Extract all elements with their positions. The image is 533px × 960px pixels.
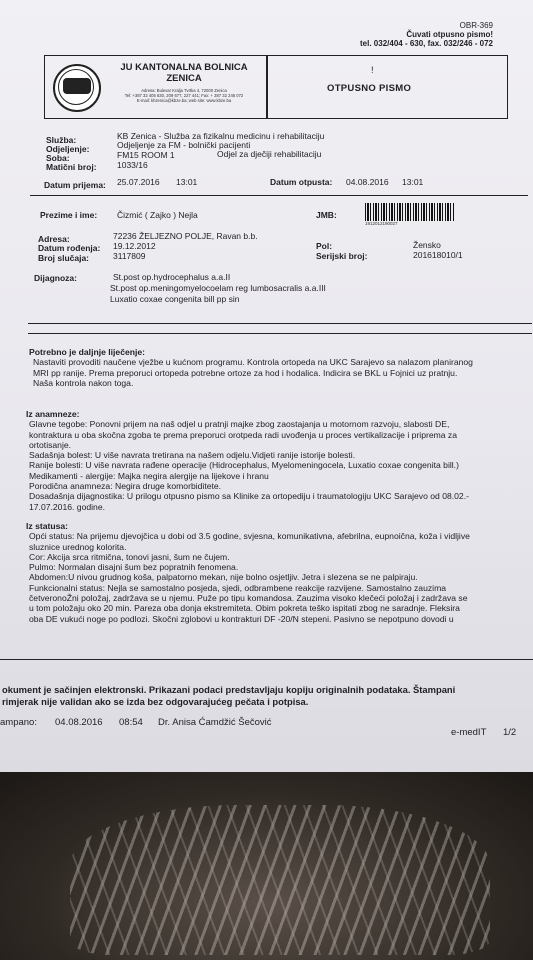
soba-extra: Odjel za dječiji rehabilitaciju [217,149,322,159]
pol-value: Žensko [413,240,441,250]
status-line: četveronoŽni položaj, zadržava se u njemu. Puže po tipu komandosa. Zauzima visoko klečeći položaj i zadržava se [29,593,468,604]
anamneza-line: Medikamenti - alergije: Majka negira alergije na lijekove i hranu [29,470,269,481]
anamneza-heading: Iz anamneze: [26,409,80,419]
hospital-logo-icon [53,64,101,112]
prijem-date: 25.07.2016 [117,177,160,187]
anamneza-line: 17.07.2016. godine. [29,501,105,512]
rodjenje-label: Datum rođenja: [38,243,101,253]
hospital-name: JU KANTONALNA BOLNICA ZENICA [120,62,248,84]
anamneza-line: Dosadašnja dijagnostika: U prilogu otpusno pismo sa Klinike za ortopediju i traumatologiju UKC Sarajevo od 08.02.- [29,491,469,502]
status-line: sluznice urednog kolorita. [29,541,127,552]
printed-time: 08:54 [119,717,143,728]
jmb-label: JMB: [316,210,337,220]
anamneza-line: kontraktura u oba skočna zgoba te prema preporuci orotpeda radi uvođenja u proces vertikalizacije i priprema za [29,429,458,440]
header-mark: ! [371,65,374,75]
form-code: OBR-369 [459,21,493,30]
status-line: u tom položaju oko 20 min. Pareza oba donja ekstremiteta. Obim pokreta teško ispitati zbog ne saradnje. Fleksira [29,603,460,614]
printed-label: ampano: [0,717,37,728]
top-right-info [360,21,493,48]
dijagnoza-1: St.post op.hydrocephalus a.a.II [113,272,231,282]
barcode-number: 1912012190027 [365,221,398,226]
anamneza-line: Glavne tegobe: Ponovni prijem na naš odjel u pratnji majke zbog zaostajanja u motornom razvoju, slabosti DE, [29,419,450,430]
hospital-header [44,55,508,119]
electronic-notice-1: okument je sačinjen elektronski. Prikazani podaci predstavljaju kopiju originalnih podataka. Štampani [2,684,456,695]
potrebno-section [29,347,473,388]
slucaj-value: 3117809 [113,251,146,261]
odjeljenje-label: Odjeljenje: [46,144,90,154]
hospital-address: Adresa: Bulevar Kralja Tvrtka 4, 72000 Zenica Tel: +387 32 405 630, 209 677, 227 441; Fax: + 387 32 246 072 E-mail: khzenica@kbze.ba; web site: www.kbze.ba [124,88,244,103]
page-number: 1/2 [503,727,517,738]
status-section [26,521,470,624]
otpust-time: 13:01 [402,177,424,187]
prijem-time: 13:01 [176,177,198,187]
status-line: oba DE vukući noge po podlozi. Skočni zglobovi u kontrakturi DF -20/N stepeni. Pasivno se nepotpuno dovodi u [29,613,454,624]
anamneza-section [26,409,469,512]
sluzba-label: Služba: [46,135,77,145]
status-line: Pulmo: Normalan disajni šum bez popratnih fenomena. [29,562,239,573]
divider-4 [0,659,533,660]
odjeljenje-value: Odjeljenje za FM - bolnički pacijenti [117,140,251,150]
electronic-notice-2: rimjerak nije validan ako se izda bez odgovarajućeg pečata i potpisa. [2,696,309,707]
dijagnoza-label: Dijagnoza: [34,273,77,283]
soba-value: FM15 ROOM 1 [117,150,175,160]
system-name: e-medIT [451,727,487,738]
otpust-label: Datum otpusta: [270,177,333,187]
serijski-label: Serijski broj: [316,251,368,261]
pol-label: Pol: [316,241,333,251]
otpust-date: 04.08.2016 [346,177,389,187]
dijagnoza-3: Luxatio coxae congenita bill pp sin [110,294,240,304]
adresa-value: 72236 ŽELJEZNO POLJE, Ravan b.b. [113,231,258,241]
printed-date: 04.08.2016 [55,717,103,728]
potrebno-line: Nastaviti provoditi naučene vježbe u kućnom programu. Kontrola ortopeda na UKC Sarajevo sa nalazom planiranog [33,357,473,368]
soba-label: Soba: [46,153,70,163]
status-line: Cor: Akcija srca ritmična, tonovi jasni, šum ne čujem. [29,551,230,562]
dijagnoza-2: St.post op.meningomyelocoelam reg lumbosacralis a.a.III [110,283,326,293]
status-line: Opći status: Na prijemu djevojčica u dobi od 3.5 godine, svjesna, komunikativna, afebrilna, eupnoična, koža i vidljive [29,531,470,542]
anamneza-line: ortotisanje. [29,439,72,450]
prijem-label: Datum prijema: [44,180,106,190]
document-title: OTPUSNO PISMO [327,83,412,94]
sluzba-value: KB Zenica - Služba za fizikalnu medicinu i rehabilitaciju [117,131,325,141]
maticni-label: Matični broj: [46,162,97,172]
anamneza-line: Sadašnja bolest: U više navrata tretirana na našem odjelu.Vidjeti ranije istorije bolesti. [29,450,356,461]
doctor-name: Dr. Anisa Ćamdžić Šečović [158,717,272,728]
jmb-barcode [365,203,455,221]
keep-note: Čuvati otpusno pismo! [406,30,493,39]
divider-2 [28,323,532,324]
rodjenje-value: 19.12.2012 [113,241,156,251]
serijski-value: 201618010/1 [413,250,463,260]
background-pattern [70,805,490,955]
status-line: Funkcionalni status: Nejla se samostalno posjeda, sjedi, odbrambene reakcije razvijene. Samostalno zauzima [29,582,447,593]
potrebno-heading: Potrebno je daljnje liječenje: [29,347,146,357]
anamneza-line: Ranije bolesti: U više navrata rađene operacije (Hidrocephalus, Myelomeningocela, Luxatio coxae congenita bill.) [29,460,459,471]
status-heading: Iz statusa: [26,521,69,531]
anamneza-line: Porodična anamneza: Negira druge komorbiditete. [29,481,222,492]
divider-1 [30,195,528,196]
phone-fax: tel. 032/404 - 630, fax. 032/246 - 072 [360,39,493,48]
adresa-label: Adresa: [38,234,70,244]
ime-label: Prezime i ime: [40,210,98,220]
potrebno-line: Naša kontrola nakon toga. [33,377,134,388]
status-line: Abdomen:U nivou grudnog koša, palpatorno mekan, nije bolno osjetljiv. Jetra i slezena se ne palpiraju. [29,572,418,583]
slucaj-label: Broj slučaja: [38,253,90,263]
potrebno-line: MRI pp ranije. Prema preporuci ortopeda potrebne ortoze za hod i hodalica. Indicira se BKL u Fojnici uz pratnju. [33,367,458,378]
maticni-value: 1033/16 [117,160,148,170]
ime-value: Čizmić ( Zajko ) Nejla [117,210,198,220]
divider-3 [28,333,532,334]
